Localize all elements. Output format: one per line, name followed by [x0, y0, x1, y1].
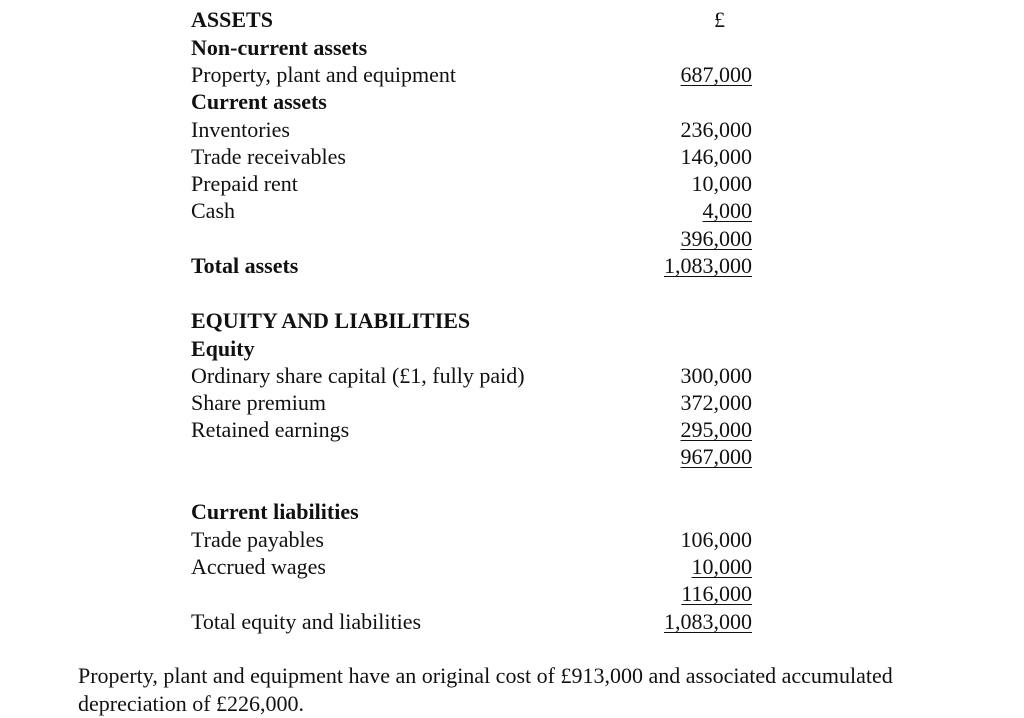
equity-total-row [0, 443, 1024, 470]
trade-payables-value: 106,000 [680, 527, 752, 552]
non-current-assets-heading-row [0, 34, 1024, 61]
prepaid-rent-value: 10,000 [691, 171, 752, 196]
list-item [0, 197, 1024, 224]
total-equity-liabilities-value: 1,083,000 [664, 609, 752, 634]
current-assets-total: 396,000 [680, 226, 752, 251]
equity-heading: Equity [191, 336, 255, 361]
prepaid-rent-label: Prepaid rent [191, 171, 298, 196]
inventories-value: 236,000 [680, 117, 752, 142]
total-assets-value: 1,083,000 [664, 253, 752, 278]
equity-liabilities-title-row [0, 307, 1024, 334]
current-liabilities-heading: Current liabilities [191, 499, 359, 524]
list-item [0, 526, 1024, 553]
list-item [0, 170, 1024, 197]
trade-payables-label: Trade payables [191, 527, 324, 552]
list-item [0, 389, 1024, 416]
cash-label: Cash [191, 198, 235, 223]
equity-heading-row [0, 335, 1024, 362]
retained-earnings-label: Retained earnings [191, 417, 350, 442]
share-premium-value: 372,000 [680, 390, 752, 415]
assets-title: ASSETS [191, 7, 273, 32]
inventories-label: Inventories [191, 117, 290, 142]
liabilities-total-row [0, 580, 1024, 607]
current-liabilities-heading-row [0, 498, 1024, 525]
equity-liabilities-title: EQUITY AND LIABILITIES [191, 308, 471, 333]
share-capital-value: 300,000 [680, 363, 752, 388]
current-assets-total-row [0, 225, 1024, 252]
share-premium-label: Share premium [191, 390, 327, 415]
trade-receivables-value: 146,000 [680, 144, 752, 169]
trade-receivables-label: Trade receivables [191, 144, 346, 169]
current-assets-heading: Current assets [191, 89, 327, 114]
accrued-wages-label: Accrued wages [191, 554, 326, 579]
total-equity-liabilities-row [0, 608, 1024, 635]
liabilities-total: 116,000 [681, 581, 752, 606]
accrued-wages-value: 10,000 [691, 554, 752, 579]
ppe-value: 687,000 [680, 62, 752, 87]
list-item [0, 116, 1024, 143]
currency-symbol: £ [714, 7, 725, 32]
current-assets-heading-row [0, 88, 1024, 115]
list-item [0, 362, 1024, 389]
share-capital-label: Ordinary share capital (£1, fully paid) [191, 363, 525, 388]
total-assets-label: Total assets [191, 253, 299, 278]
list-item [0, 416, 1024, 443]
footnote: Property, plant and equipment have an original cost of £913,000 and associated accumulated depreciation of £226,000. [78, 663, 893, 716]
ppe-label: Property, plant and equipment [191, 62, 456, 87]
cash-value: 4,000 [702, 198, 752, 223]
total-assets-row [0, 252, 1024, 279]
list-item [0, 553, 1024, 580]
total-equity-liabilities-label: Total equity and liabilities [191, 609, 422, 634]
ppe-row [0, 61, 1024, 88]
non-current-assets-heading: Non-current assets [191, 35, 368, 60]
list-item [0, 143, 1024, 170]
equity-total: 967,000 [680, 444, 752, 469]
assets-header-row [0, 6, 1024, 33]
retained-earnings-value: 295,000 [680, 417, 752, 442]
